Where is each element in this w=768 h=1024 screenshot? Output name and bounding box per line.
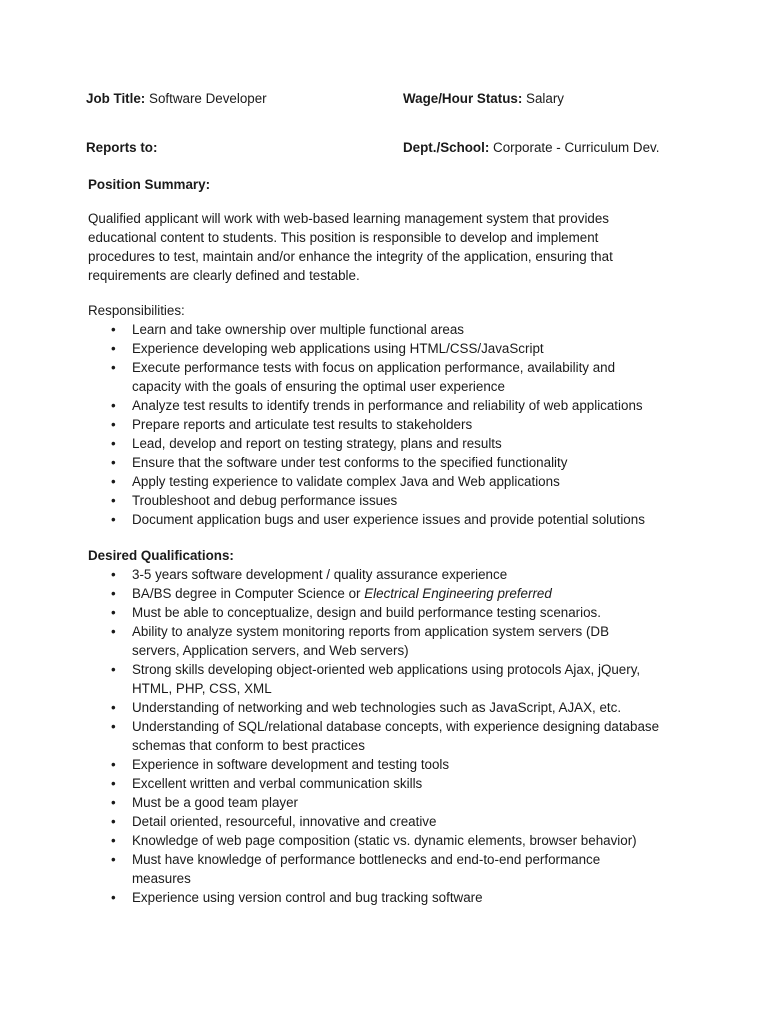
list-item-text: HTML, PHP, CSS, XML bbox=[132, 681, 272, 696]
list-item bbox=[88, 831, 692, 850]
position-summary-title: Position Summary: bbox=[88, 177, 211, 192]
list-item bbox=[88, 453, 692, 472]
list-item bbox=[88, 603, 692, 622]
list-item bbox=[88, 888, 692, 907]
list-item-text: • Experience using version control and bug tracking software bbox=[132, 890, 483, 905]
list-item bbox=[88, 396, 692, 415]
list-item-text: • Knowledge of web page composition (static vs. dynamic elements, browser behavior) bbox=[132, 833, 637, 848]
list-item bbox=[88, 415, 692, 434]
wage-status-label: Wage/Hour Status: bbox=[403, 91, 523, 106]
summary-line: educational content to students. This position is responsible to develop and implement bbox=[88, 230, 599, 245]
reports-to-field bbox=[86, 138, 157, 157]
list-item-text: • Experience developing web applications using HTML/CSS/JavaScript bbox=[132, 341, 544, 356]
list-item-text: • Must be able to conceptualize, design and build performance testing scenarios. bbox=[132, 605, 601, 620]
list-item bbox=[88, 565, 692, 584]
list-item-text: schemas that conform to best practices bbox=[132, 738, 365, 753]
list-item-text: • Learn and take ownership over multiple functional areas bbox=[132, 322, 464, 337]
list-item bbox=[88, 491, 692, 510]
summary-line: Qualified applicant will work with web-based learning management system that provides bbox=[88, 211, 610, 226]
list-item-text: measures bbox=[132, 871, 191, 886]
wage-status-value: Salary bbox=[526, 91, 564, 106]
list-item-text: • Prepare reports and articulate test results to stakeholders bbox=[132, 417, 473, 432]
list-item-text: • Lead, develop and report on testing strategy, plans and results bbox=[132, 436, 502, 451]
list-item bbox=[88, 434, 692, 453]
list-item-text: • Analyze test results to identify trends in performance and reliability of web applications bbox=[132, 398, 643, 413]
list-item bbox=[88, 622, 692, 660]
list-item bbox=[88, 339, 692, 358]
header-row-title bbox=[86, 89, 726, 109]
list-item-text: • Must have knowledge of performance bottlenecks and end-to-end performance bbox=[132, 852, 601, 867]
list-item-text: • Document application bugs and user experience issues and provide potential solutions bbox=[132, 512, 645, 527]
list-item bbox=[88, 717, 692, 755]
list-item-text: • Execute performance tests with focus on application performance, availability and bbox=[132, 360, 616, 375]
list-item-text bbox=[132, 584, 692, 603]
list-item bbox=[88, 660, 692, 698]
responsibilities-title: Responsibilities: bbox=[88, 303, 185, 318]
job-title-field bbox=[86, 89, 267, 108]
list-item-text: • Experience in software development and testing tools bbox=[132, 757, 450, 772]
summary-line: requirements are clearly defined and testable. bbox=[88, 268, 360, 283]
dept-school-field bbox=[403, 138, 659, 157]
list-item-text: • 3-5 years software development / quality assurance experience bbox=[132, 567, 508, 582]
job-title-label: Job Title: bbox=[86, 91, 146, 106]
responsibilities-list bbox=[88, 320, 688, 529]
list-item bbox=[88, 510, 692, 529]
qualifications-section bbox=[88, 546, 688, 907]
qualifications-title: Desired Qualifications: bbox=[88, 548, 234, 563]
degree-text: BA/BS degree in Computer Science or bbox=[132, 586, 365, 601]
job-title-value: Software Developer bbox=[149, 91, 267, 106]
list-item bbox=[88, 812, 692, 831]
dept-school-label: Dept./School: bbox=[403, 140, 490, 155]
list-item bbox=[88, 584, 692, 603]
reports-to-label: Reports to: bbox=[86, 140, 158, 155]
list-item-text: • Understanding of SQL/relational database concepts, with experience designing database bbox=[132, 719, 660, 734]
list-item bbox=[88, 320, 692, 339]
position-summary-section bbox=[88, 175, 688, 194]
list-item-text: • Troubleshoot and debug performance issues bbox=[132, 493, 398, 508]
list-item bbox=[88, 850, 692, 888]
list-item-text: servers, Application servers, and Web servers) bbox=[132, 643, 409, 658]
list-item-text: • Understanding of networking and web technologies such as JavaScript, AJAX, etc. bbox=[132, 700, 622, 715]
qualifications-list bbox=[88, 565, 688, 907]
list-item-text: • Excellent written and verbal communication skills bbox=[132, 776, 423, 791]
degree-preferred-text: Electrical Engineering preferred bbox=[364, 586, 552, 601]
header-row-reports bbox=[86, 138, 726, 158]
list-item bbox=[88, 358, 692, 396]
dept-school-value: Corporate - Curriculum Dev. bbox=[493, 140, 660, 155]
list-item-text: capacity with the goals of ensuring the optimal user experience bbox=[132, 379, 505, 394]
list-item-text: • Strong skills developing object-oriented web applications using protocols Ajax, jQuery, bbox=[132, 662, 641, 677]
list-item bbox=[88, 793, 692, 812]
summary-line: procedures to test, maintain and/or enhance the integrity of the application, ensuring that bbox=[88, 249, 613, 264]
list-item-text: • Detail oriented, resourceful, innovative and creative bbox=[132, 814, 437, 829]
list-item-text: • Ensure that the software under test conforms to the specified functionality bbox=[132, 455, 568, 470]
position-summary-paragraph bbox=[88, 209, 648, 285]
list-item bbox=[88, 698, 692, 717]
responsibilities-section bbox=[88, 301, 688, 529]
list-item bbox=[88, 755, 692, 774]
list-item-text: • Apply testing experience to validate complex Java and Web applications bbox=[132, 474, 560, 489]
list-item bbox=[88, 472, 692, 491]
wage-status-field bbox=[403, 89, 564, 108]
list-item bbox=[88, 774, 692, 793]
list-item-text: • Ability to analyze system monitoring reports from application system servers (DB bbox=[132, 624, 610, 639]
list-item-text: • Must be a good team player bbox=[132, 795, 298, 810]
